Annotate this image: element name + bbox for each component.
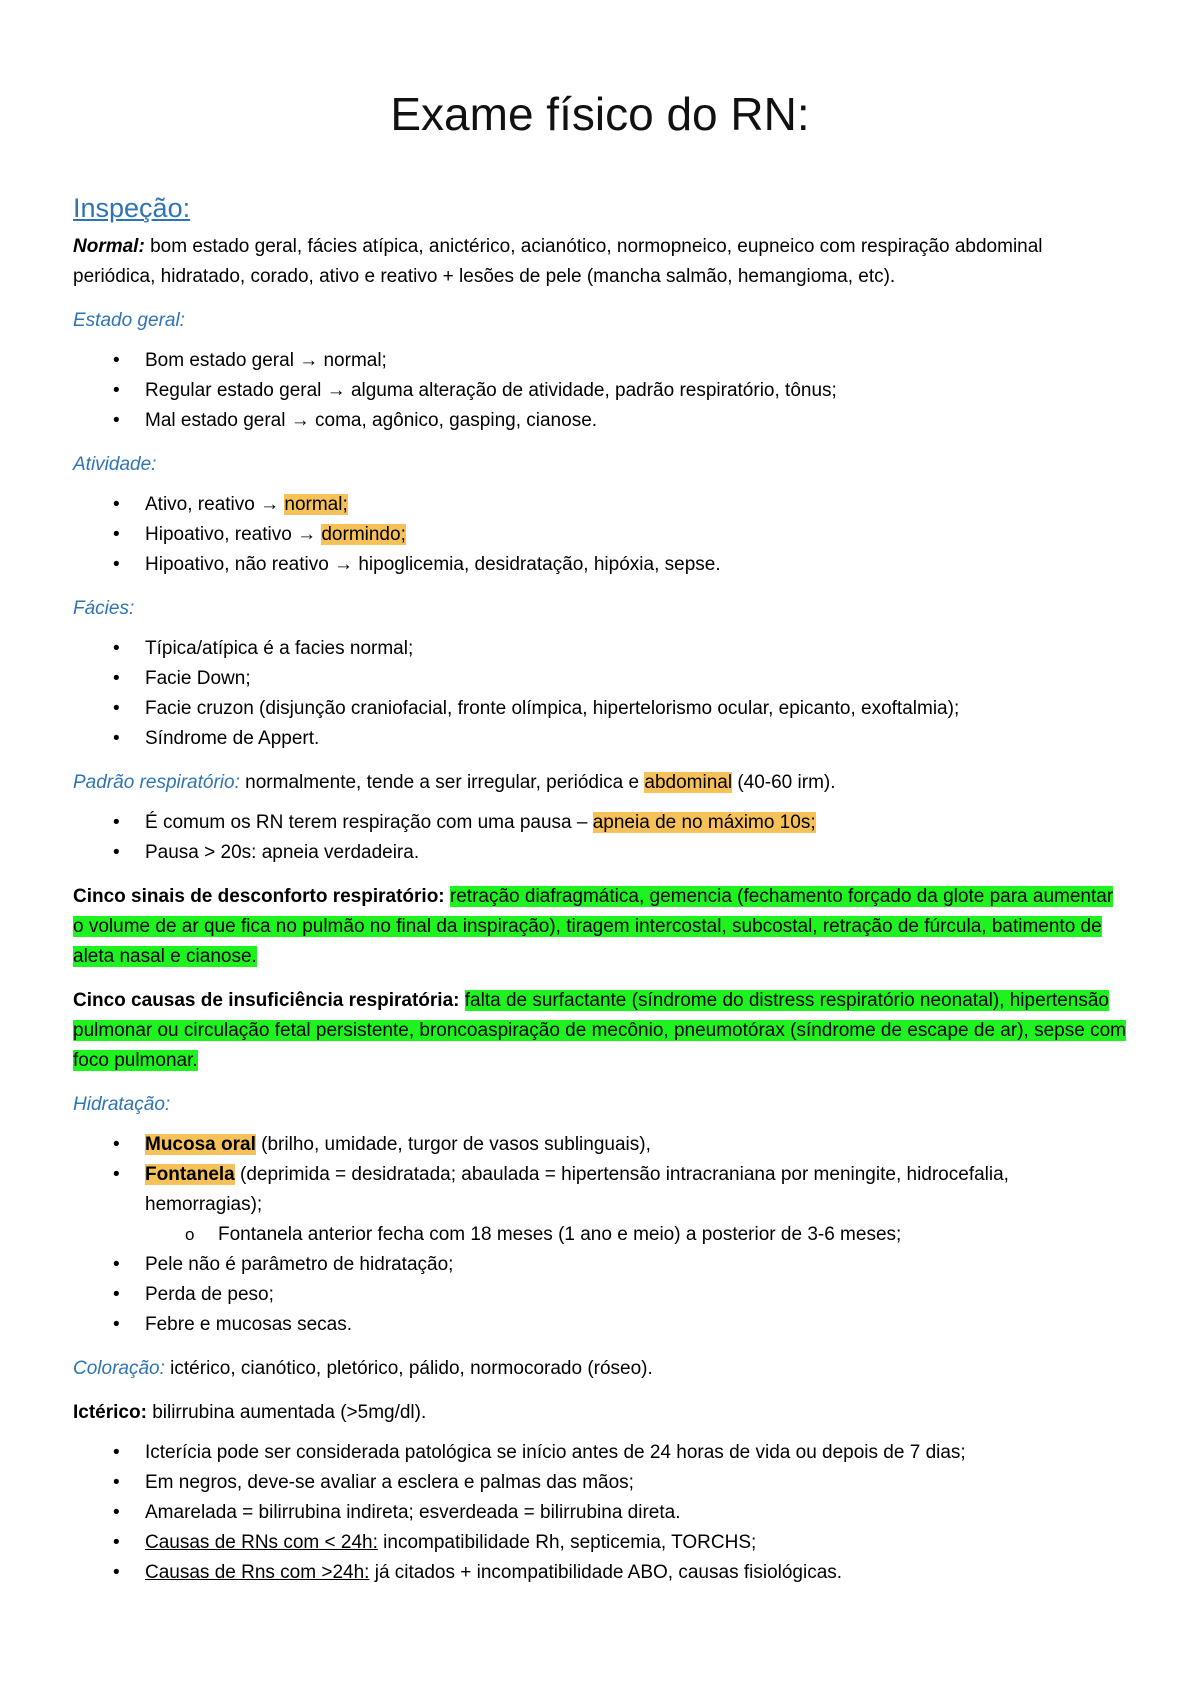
list-item: • Pausa > 20s: apneia verdadeira.: [73, 838, 1127, 868]
insuficiencia-label: Cinco causas de insuficiência respiratória:: [73, 990, 460, 1011]
estado-geral-list: [73, 346, 1127, 436]
padrao-label: Padrão respiratório:: [73, 772, 240, 793]
highlight-orange: Fontanela: [145, 1164, 235, 1185]
highlight-green: retração diafragmática, gemencia (fechamento forçado da glote para aumentar o volume de ar que fica no pulmão no final da inspiração), tiragem intercostal, subcostal, retração de fúrcula, batimento de aleta nasal e cianose.: [73, 886, 1114, 967]
list-item: • Febre e mucosas secas.: [73, 1310, 1127, 1340]
page-title: Exame físico do RN:: [390, 88, 810, 140]
padrao-text-post: (40-60 irm).: [732, 772, 836, 793]
list-item: • Típica/atípica é a facies normal;: [73, 634, 1127, 664]
atividade-list: [73, 490, 1127, 580]
list-item: • Regular estado geral → alguma alteração de atividade, padrão respiratório, tônus;: [73, 376, 1127, 406]
list-item: • Icterícia pode ser considerada patológica se início antes de 24 horas de vida ou depois de 7 dias;: [73, 1438, 1127, 1468]
desconforto-label: Cinco sinais de desconforto respiratório:: [73, 886, 445, 907]
list-item: • Pele não é parâmetro de hidratação;: [73, 1250, 1127, 1280]
padrao-list: [73, 808, 1127, 868]
icterico-text: bilirrubina aumentada (>5mg/dl).: [146, 1402, 427, 1423]
facies-list: [73, 634, 1127, 754]
list-item: [73, 1528, 1127, 1558]
underlined-label: Causas de RNs com < 24h:: [145, 1532, 378, 1553]
padrao-paragraph: [73, 768, 1127, 798]
list-item: • Hipoativo, não reativo → hipoglicemia, desidratação, hipóxia, sepse.: [73, 550, 1127, 580]
list-item: • Bom estado geral → normal;: [73, 346, 1127, 376]
list-item: • Mal estado geral → coma, agônico, gasping, cianose.: [73, 406, 1127, 436]
section-heading-inspecao: Inspeção:: [73, 193, 191, 223]
item-text: Ativo, reativo →: [145, 494, 285, 515]
list-item: [73, 490, 1127, 520]
item-text: (deprimida = desidratada; abaulada = hipertensão intracraniana por meningite, hidrocefalia, hemorragias);: [145, 1164, 1009, 1215]
list-item: [73, 520, 1127, 550]
list-item: • Em negros, deve-se avaliar a esclera e palmas das mãos;: [73, 1468, 1127, 1498]
list-item: [73, 1160, 1127, 1220]
item-text: É comum os RN terem respiração com uma pausa –: [145, 812, 593, 833]
highlight-orange: apneia de no máximo 10s;: [592, 812, 816, 833]
icterico-paragraph: [73, 1398, 1127, 1428]
hidratacao-list: [73, 1130, 1127, 1340]
padrao-text: normalmente, tende a ser irregular, periódica e: [239, 772, 645, 793]
coloracao-label: Coloração:: [73, 1358, 165, 1379]
item-text: incompatibilidade Rh, septicemia, TORCHS;: [377, 1532, 757, 1553]
item-text: (brilho, umidade, turgor de vasos sublinguais),: [255, 1134, 651, 1155]
highlight-orange: Mucosa oral: [145, 1134, 256, 1155]
subheading-estado-geral: Estado geral:: [73, 310, 185, 331]
icterico-label: Ictérico:: [73, 1402, 147, 1423]
list-item: • Amarelada = bilirrubina indireta; esverdeada = bilirrubina direta.: [73, 1498, 1127, 1528]
subheading-facies: Fácies:: [73, 598, 135, 619]
item-text: Hipoativo, reativo →: [145, 524, 322, 545]
highlight-orange: abdominal: [644, 772, 733, 793]
highlight-green: falta de surfactante (síndrome do distress respiratório neonatal), hipertensão pulmonar ou circulação fetal persistente, broncoaspiração de mecônio, pneumotórax (síndrome de escape de ar), sepse com foco pulmonar.: [73, 990, 1126, 1071]
subheading-hidratacao: Hidratação:: [73, 1094, 171, 1115]
underlined-label: Causas de Rns com >24h:: [145, 1562, 370, 1583]
sub-list-item: o Fontanela anterior fecha com 18 meses (1 ano e meio) a posterior de 3-6 meses;: [73, 1220, 1127, 1250]
normal-paragraph: [73, 232, 1127, 292]
subheading-atividade: Atividade:: [73, 454, 157, 475]
list-item: • Facie cruzon (disjunção craniofacial, fronte olímpica, hipertelorismo ocular, epicanto, exoftalmia);: [73, 694, 1127, 724]
normal-label: Normal:: [73, 236, 145, 257]
list-item: [73, 1130, 1127, 1160]
icterico-list: [73, 1438, 1127, 1588]
desconforto-paragraph: [73, 882, 1127, 972]
list-item: [73, 808, 1127, 838]
coloracao-text: ictérico, cianótico, pletórico, pálido, normocorado (róseo).: [164, 1358, 653, 1379]
insuficiencia-paragraph: [73, 986, 1127, 1076]
normal-text: bom estado geral, fácies atípica, anictérico, acianótico, normopneico, eupneico com respiração abdominal periódica, hidratado, corado, ativo e reativo + lesões de pele (mancha salmão, hemangioma, etc).: [73, 236, 1043, 287]
highlight-orange: dormindo;: [321, 524, 406, 545]
coloracao-paragraph: [73, 1354, 1127, 1384]
list-item: • Facie Down;: [73, 664, 1127, 694]
list-item: [73, 1558, 1127, 1588]
list-item: • Síndrome de Appert.: [73, 724, 1127, 754]
item-text: já citados + incompatibilidade ABO, causas fisiológicas.: [369, 1562, 843, 1583]
highlight-orange: normal;: [284, 494, 348, 515]
list-item: • Perda de peso;: [73, 1280, 1127, 1310]
